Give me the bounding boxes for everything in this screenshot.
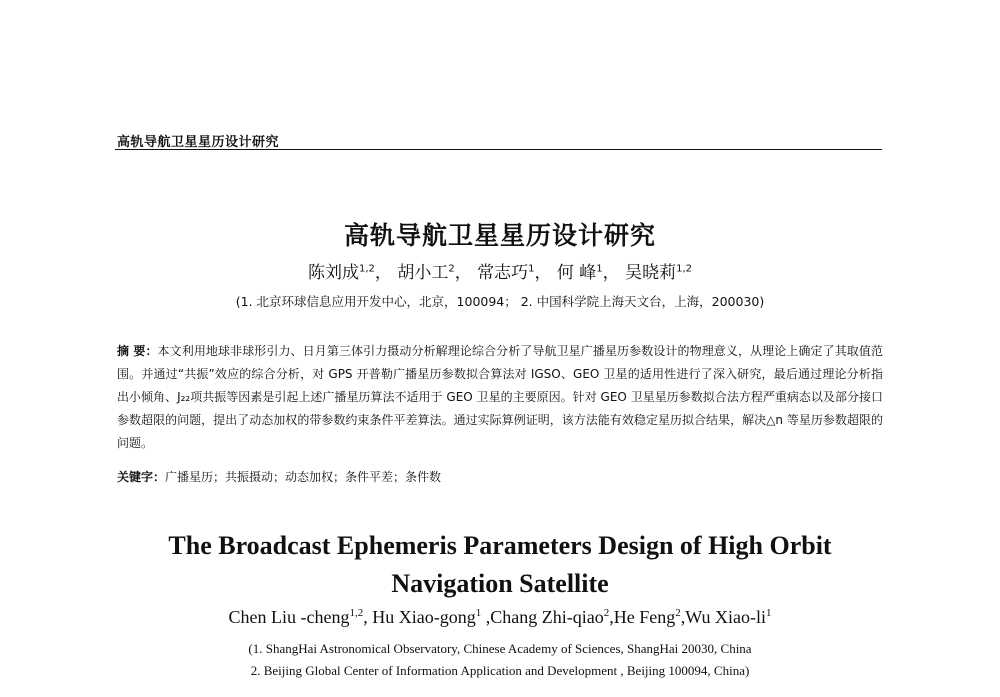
author-sup: 2 xyxy=(603,607,610,619)
cn-abstract xyxy=(117,340,883,455)
cn-authors xyxy=(0,258,1000,283)
author-name: Chen Liu -cheng xyxy=(228,607,350,627)
author-sep: ， xyxy=(534,263,552,283)
author-name: Wu Xiao-li xyxy=(685,607,766,627)
en-title xyxy=(0,527,1000,603)
header-rule xyxy=(115,149,882,150)
author-sep: , xyxy=(363,607,373,627)
keywords-text: 广播星历；共振摄动；动态加权；条件平差；条件数 xyxy=(165,470,442,484)
cn-title: 高轨导航卫星星历设计研究 xyxy=(343,221,656,250)
author-name: Hu Xiao-gong xyxy=(372,607,476,627)
author-name: 吴晓莉 xyxy=(625,263,677,283)
author-sep: , xyxy=(609,607,614,627)
en-title-line2: Navigation Satellite xyxy=(391,569,609,598)
author-sup: 1,2 xyxy=(349,607,364,619)
en-affiliation-1: (1. ShangHai Astronomical Observatory, Chinese Academy of Sciences, ShangHai 20030, China xyxy=(248,641,752,656)
author-name: 何 峰 xyxy=(556,263,597,283)
en-title-line1: The Broadcast Ephemeris Parameters Design of High Orbit xyxy=(168,531,832,560)
en-authors xyxy=(0,607,1000,628)
author-sup: 1 xyxy=(765,607,772,619)
abstract-text: 本文利用地球非球形引力、日月第三体引力摄动分析解理论综合分析了导航卫星广播星历参数设计的物理意义，从理论上确定了其取值范围。并通过“共振”效应的综合分析，对 GPS 开普勒广播星历参数拟合算法对 IGSO、GEO 卫星的适用性进行了深入研究，最后通过理论分析指出小倾角、J₂₂项共振等因素是引起上述广播星历算法不适用于 GEO 卫星的主要原因。针对 GEO 卫星星历参数拟合法方程严重病态以及部分接口参数超限的问题，提出了动态加权的带参数约束条件平差算法。通过实际算例证明，该方法能有效稳定星历拟合结果，解决△n 等星历参数超限的问题。 xyxy=(117,344,883,450)
cn-affiliations: (1. 北京环球信息应用开发中心，北京，100094； 2. 中国科学院上海天文台，上海，200030) xyxy=(235,294,765,309)
author-name: 陈刘成 xyxy=(308,263,360,283)
cn-keywords xyxy=(117,468,883,485)
author-name: He Feng xyxy=(613,607,676,627)
author-sep: ， xyxy=(602,263,620,283)
author-name: Chang Zhi-qiao xyxy=(490,607,604,627)
author-sup: 1,2 xyxy=(359,263,375,275)
author-sup: 2 xyxy=(675,607,681,619)
author-name: 胡小工 xyxy=(397,263,449,283)
author-sup: 1,2 xyxy=(676,263,692,275)
author-sup: 1 xyxy=(475,607,482,619)
running-header: 高轨导航卫星星历设计研究 xyxy=(117,135,280,150)
author-sep: ， xyxy=(374,263,392,283)
author-name: 常志巧 xyxy=(477,263,529,283)
author-sep: , xyxy=(680,607,686,627)
author-sep: , xyxy=(481,607,491,627)
author-sup: 1 xyxy=(596,263,603,275)
en-affiliations xyxy=(0,638,1000,682)
author-sup: 2 xyxy=(448,263,455,275)
abstract-label: 摘 要： xyxy=(117,344,158,358)
keywords-label: 关键字： xyxy=(117,470,166,484)
author-sep: ， xyxy=(454,263,472,283)
en-affiliation-2: 2. Beijing Global Center of Information Application and Development , Beijing 100094, China) xyxy=(250,663,750,678)
author-sup: 1 xyxy=(528,263,535,275)
